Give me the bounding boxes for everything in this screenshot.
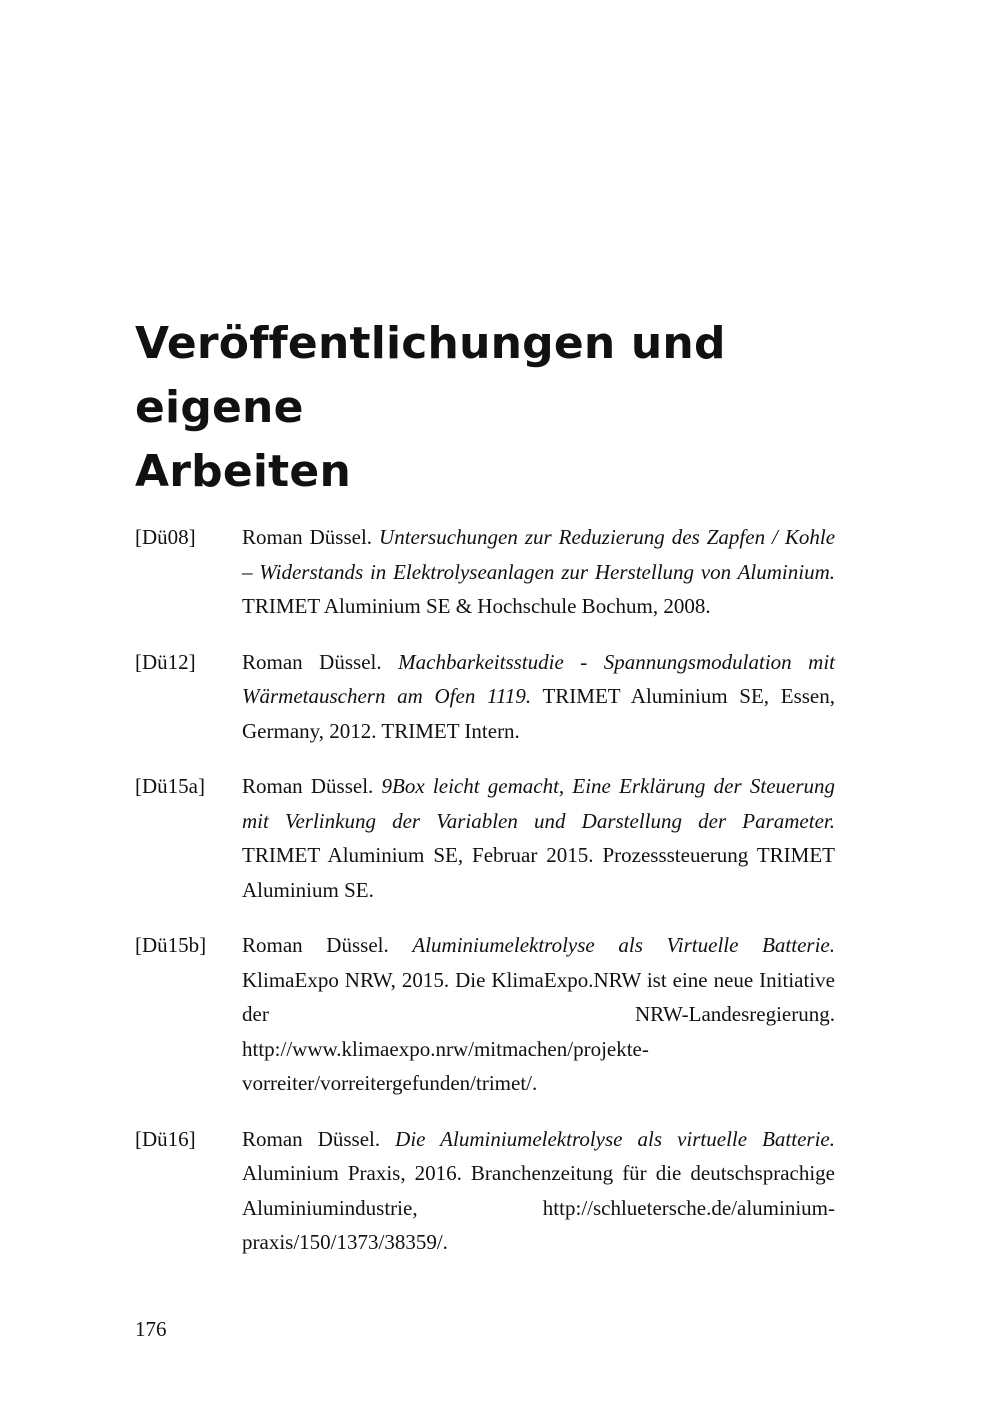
entry-author: Roman Düssel. — [242, 649, 382, 674]
entry-author: Roman Düssel. — [242, 525, 373, 549]
entry-title: Untersuchungen zur Reduzierung des Zapfen / Kohle – Widerstands in Elektrolyseanlagen zur Herstellung von Aluminium. — [242, 525, 836, 584]
bibliography-entry — [135, 1122, 835, 1260]
bibliography-list — [135, 520, 835, 1281]
entry-text — [242, 769, 835, 907]
bibliography-entry — [135, 928, 835, 1101]
entry-text — [242, 1122, 835, 1260]
chapter-title — [135, 312, 855, 504]
chapter-title-line-2: Arbeiten — [135, 446, 351, 497]
entry-details: KlimaExpo NRW, 2015. Die KlimaExpo.NRW ist eine neue Initiative der NRW-Landesregierung. http://www.klimaexpo.nrw/mitmachen/projektevorreiter/vorreitergefunden/trimet/. — [242, 967, 835, 1095]
entry-details: Aluminium Praxis, 2016. Branchenzeitung für die deutschsprachige Aluminiumindustrie, http://schluetersche.de/aluminiumpraxis/150/1373/38359/. — [242, 1161, 835, 1254]
entry-title: 9Box leicht gemacht, Eine Erklärung der Steuerung mit Verlinkung der Variablen und Darstellung der Parameter. — [242, 774, 836, 833]
entry-details: TRIMET Aluminium SE, Essen, Germany, 2012. TRIMET Intern. — [242, 684, 835, 743]
entry-author: Roman Düssel. — [242, 774, 374, 798]
entry-text — [242, 645, 835, 749]
entry-title: Machbarkeitsstudie - Spannungsmodulation mit Wärmetauschern am Ofen 1119. — [242, 649, 836, 708]
bibliography-entry — [135, 769, 835, 907]
citation-key: [Dü15b] — [135, 933, 207, 957]
citation-key: [Dü12] — [135, 649, 196, 674]
entry-details: TRIMET Aluminium SE & Hochschule Bochum, 2008. — [242, 594, 711, 618]
chapter-title-line-1: Veröffentlichungen und eigene — [135, 318, 726, 433]
citation-key: [Dü08] — [135, 525, 196, 549]
entry-author: Roman Düssel. — [242, 933, 389, 957]
entry-text — [242, 520, 835, 624]
entry-text — [242, 928, 835, 1101]
citation-key: [Dü16] — [135, 1126, 196, 1151]
entry-title: Die Aluminiumelektrolyse als virtuelle Batterie. — [395, 1126, 835, 1151]
entry-author: Roman Düssel. — [242, 1126, 381, 1151]
entry-title: Aluminiumelektrolyse als Virtuelle Batterie. — [412, 933, 835, 957]
entry-details: TRIMET Aluminium SE, Februar 2015. Prozesssteuerung TRIMET Aluminium SE. — [242, 843, 835, 902]
bibliography-entry — [135, 520, 835, 624]
page-number: 176 — [135, 1317, 167, 1341]
citation-key: [Dü15a] — [135, 774, 205, 798]
bibliography-entry — [135, 645, 835, 749]
